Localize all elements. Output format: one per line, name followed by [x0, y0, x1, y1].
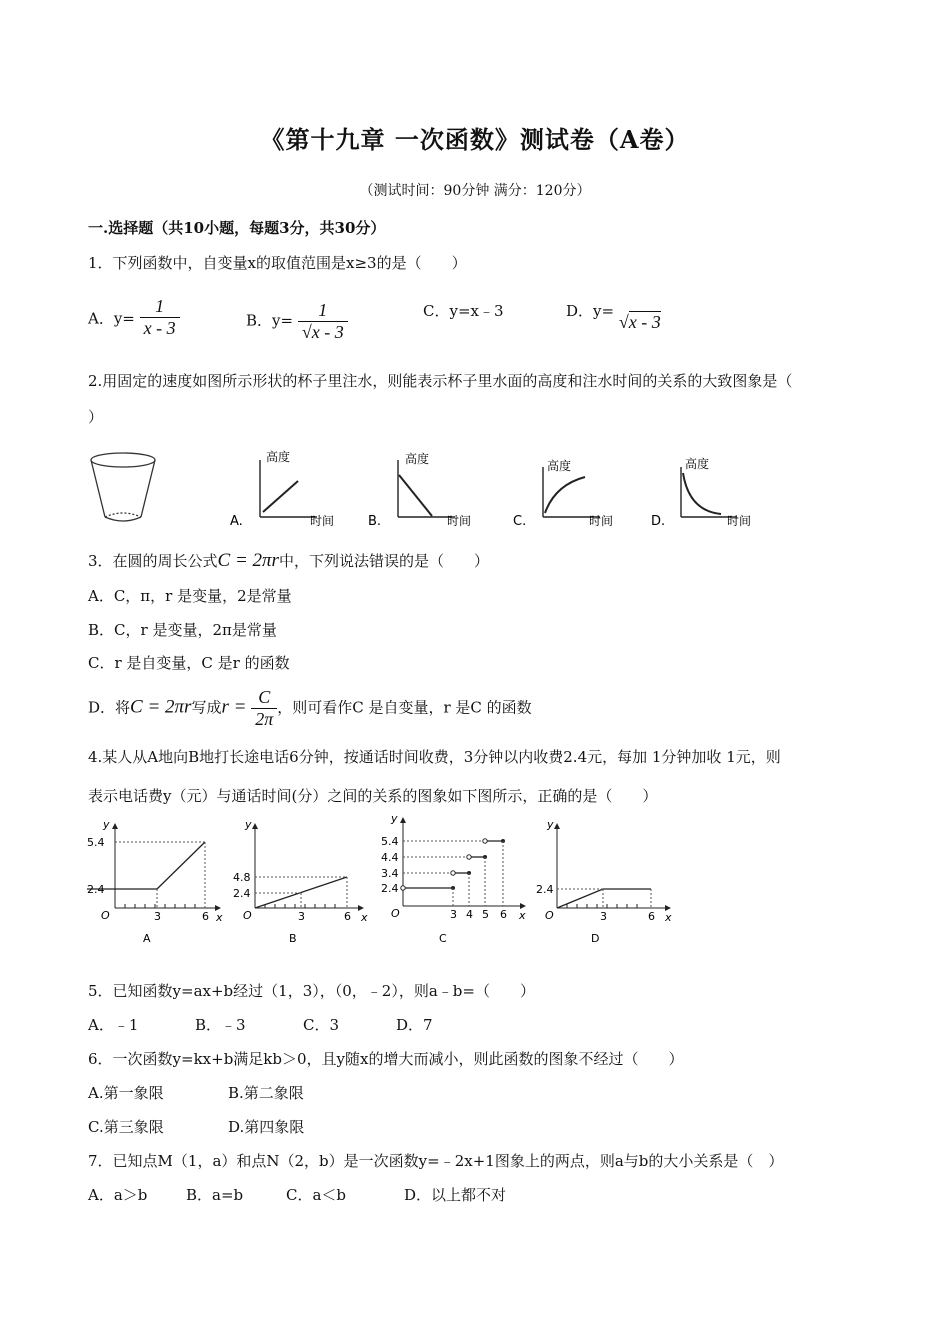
q2-graph-a — [260, 460, 317, 517]
q1-b-fraction — [298, 300, 348, 343]
q3-d-denominator: 2π — [255, 709, 274, 729]
q4-graph-d — [536, 818, 672, 945]
q4-b-tick-y-48: 4.8 — [233, 871, 251, 884]
q4-stem-line2: 表示电话费y（元）与通话时间(分）之间的关系的图象如下图所示，正确的是（ ） — [88, 787, 658, 805]
q4-a-tick-x-3: 3 — [154, 910, 161, 923]
q1-option-b — [246, 300, 348, 343]
q2-graph-d — [681, 467, 737, 517]
q3-option-d — [88, 687, 532, 730]
q4-a-tick-y-54: 5.4 — [87, 836, 105, 849]
q1-b-denominator: √x - 3 — [301, 322, 344, 342]
q1-b-radicand: x - 3 — [311, 322, 344, 342]
q4-d-axis-x: x — [665, 911, 672, 924]
q6-stem: 6．一次函数y=kx+b满足kb＞0，且y随x的增大而减小，则此函数的图象不经过（ ） — [88, 1050, 684, 1068]
q2-d-ylabel: 高度 — [685, 457, 710, 471]
q4-b-axis-x: x — [361, 911, 368, 924]
q3-stem-post: 中，下列说法错误的是（ ） — [278, 552, 489, 570]
q7-option-d: D．以上都不对 — [404, 1186, 507, 1204]
q2-d-xlabel: 时间 — [727, 514, 752, 528]
cup-illustration — [91, 453, 155, 521]
q1-d-prefix: D．y= — [566, 302, 615, 320]
q4-c-axis-y: y — [391, 812, 398, 825]
q4-b-tick-x-6: 6 — [344, 910, 351, 923]
q2-c-xlabel: 时间 — [589, 514, 614, 528]
q4-b-tick-x-3: 3 — [298, 910, 305, 923]
q2-b-xlabel: 时间 — [447, 514, 472, 528]
q2-stem-line1: 2.用固定的速度如图所示形状的杯子里注水，则能表示杯子里水面的高度和注水时间的关系的大致图象是（ — [88, 372, 793, 390]
q6-option-b: B.第二象限 — [228, 1084, 304, 1102]
q3-option-c: C．r 是自变量，C 是r 的函数 — [88, 654, 290, 672]
q4-c-tick-x-6: 6 — [500, 908, 507, 921]
q2-graph-b — [398, 460, 455, 517]
q4-b-origin: O — [243, 909, 252, 922]
q4-b-tick-y-24: 2.4 — [233, 887, 251, 900]
q4-c-tick-x-5: 5 — [482, 908, 489, 921]
q4-c-axis-x: x — [519, 909, 526, 922]
q5-option-c: C．3 — [303, 1016, 340, 1034]
q4-a-label: A — [143, 932, 151, 945]
q6-option-a: A.第一象限 — [88, 1084, 164, 1102]
q1-b-prefix: B．y= — [246, 311, 294, 330]
q1-d-radicand: x - 3 — [628, 312, 661, 332]
section-heading: 一.选择题（共10小题，每题3分，共30分） — [88, 219, 386, 237]
q3-d-fraction — [251, 687, 277, 730]
q3-stem-pre: 3．在圆的周长公式 — [88, 552, 218, 570]
q2-d-label: D. — [651, 514, 666, 529]
q4-c-tick-y-44: 4.4 — [381, 851, 399, 864]
q1-a-prefix: A．y= — [88, 309, 135, 328]
q2-graph-c — [543, 467, 600, 517]
q7-stem: 7．已知点M（1，a）和点N（2，b）是一次函数y=﹣2x+1图象上的两点，则a与b的大小关系是（ ） — [88, 1152, 784, 1170]
q4-d-tick-x-3: 3 — [600, 910, 607, 923]
q5-option-d: D．7 — [396, 1016, 433, 1034]
q1-b-numerator: 1 — [298, 300, 348, 322]
q2-figure — [85, 445, 775, 535]
q4-c-tick-y-24: 2.4 — [381, 882, 399, 895]
q3-d-lhs: r = — [221, 696, 247, 718]
q7-option-b: B．a=b — [186, 1186, 244, 1204]
q4-c-tick-y-34: 3.4 — [381, 867, 399, 880]
q1-a-fraction — [140, 296, 180, 339]
q2-b-label: B. — [368, 514, 382, 529]
q3-d-pre: D．将 — [88, 698, 131, 717]
q6-option-c: C.第三象限 — [88, 1118, 164, 1136]
q2-stem-line2: ） — [88, 408, 104, 426]
q1-a-numerator: 1 — [140, 296, 180, 318]
q1-option-c: C．y=x﹣3 — [423, 302, 504, 320]
q1-option-a — [88, 296, 180, 339]
test-info: （测试时间：90分钟 满分：120分） — [359, 183, 591, 199]
q4-b-label: B — [289, 932, 297, 945]
q4-stem-line1: 4.某人从A地向B地打长途电话6分钟，按通话时间收费，3分钟以内收费2.4元，每加 1分钟加收 1元，则 — [88, 748, 781, 766]
q4-c-label: C — [439, 932, 447, 945]
q1-option-d — [566, 300, 661, 332]
q3-d-post: ，则可看作C 是自变量，r 是C 的函数 — [277, 698, 532, 717]
q4-c-tick-y-54: 5.4 — [381, 835, 399, 848]
q4-d-tick-x-6: 6 — [648, 910, 655, 923]
q3-d-numerator: C — [251, 687, 277, 709]
q4-graph-a — [87, 818, 223, 945]
q1-a-denominator: x - 3 — [143, 318, 176, 338]
q4-figure — [85, 812, 685, 952]
q4-a-axis-y: y — [103, 818, 110, 831]
q1-d-radical: √x - 3 — [618, 312, 661, 332]
q5-option-a: A．﹣1 — [88, 1016, 139, 1034]
q4-d-tick-y-24: 2.4 — [536, 883, 554, 896]
q2-a-label: A. — [230, 514, 243, 529]
q4-d-axis-y: y — [547, 818, 554, 831]
q4-b-axis-y: y — [245, 818, 252, 831]
q4-a-tick-x-6: 6 — [202, 910, 209, 923]
q4-graph-c — [381, 812, 526, 945]
q4-c-origin: O — [391, 907, 400, 920]
q2-c-label: C. — [513, 514, 527, 529]
q4-d-label: D — [591, 932, 600, 945]
q4-graph-b — [233, 818, 368, 945]
q7-option-a: A．a＞b — [88, 1186, 148, 1204]
q3-d-mid: 写成 — [191, 698, 222, 717]
q2-a-xlabel: 时间 — [310, 514, 335, 528]
q2-b-ylabel: 高度 — [405, 452, 430, 466]
q4-c-tick-x-3: 3 — [450, 908, 457, 921]
q3-d-formula: C = 2πr — [130, 696, 192, 718]
q6-option-d: D.第四象限 — [228, 1118, 305, 1136]
q7-option-c: C．a＜b — [286, 1186, 347, 1204]
q3-option-b: B．C，r 是变量，2π是常量 — [88, 621, 277, 639]
q2-c-ylabel: 高度 — [547, 459, 572, 473]
q3-formula: C = 2πr — [217, 550, 279, 571]
q2-a-ylabel: 高度 — [266, 450, 291, 464]
page-title: 《第十九章 一次函数》测试卷（A卷） — [260, 125, 690, 154]
q4-a-tick-y-24: 2.4 — [87, 883, 105, 896]
q3-stem — [88, 550, 489, 572]
q4-c-tick-x-4: 4 — [466, 908, 473, 921]
q1-stem: 1．下列函数中，自变量x的取值范围是x≥3的是（ ） — [88, 254, 467, 272]
q5-option-b: B．﹣3 — [195, 1016, 246, 1034]
q3-option-a: A．C，π，r 是变量，2是常量 — [88, 587, 292, 605]
q4-a-axis-x: x — [216, 911, 223, 924]
q4-d-origin: O — [545, 909, 554, 922]
q4-a-origin: O — [101, 909, 110, 922]
q5-stem: 5．已知函数y=ax+b经过（1，3），（0，﹣2），则a﹣b=（ ） — [88, 982, 535, 1000]
